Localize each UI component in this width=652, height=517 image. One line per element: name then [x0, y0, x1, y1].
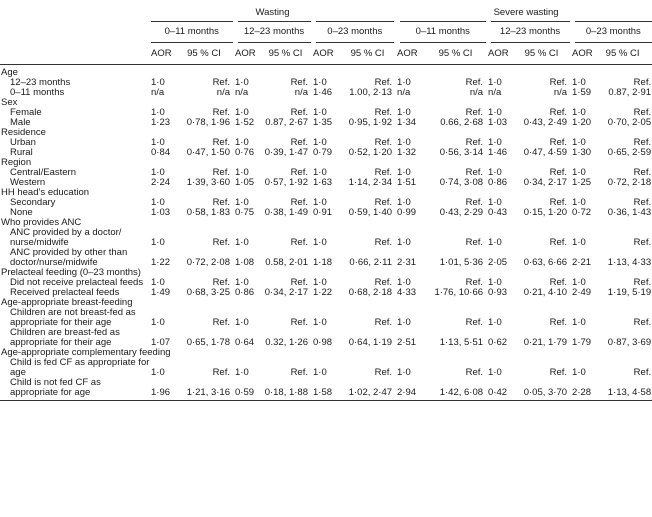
ci-value: Ref. — [633, 237, 652, 248]
ci-value: 0·52, 1·20 — [348, 147, 393, 158]
aor-value: 1·0 — [488, 197, 502, 208]
aor-value: 1·0 — [235, 77, 249, 88]
aor-value: 1·52 — [235, 117, 255, 128]
aor-value: 1·0 — [397, 107, 411, 118]
aor-value: n/a — [397, 87, 411, 98]
ci-value: 0·56, 3·14 — [439, 147, 484, 158]
ci-value: 1·42, 6·08 — [423, 378, 488, 401]
ci-value: Ref. — [290, 167, 308, 178]
aor-header: AOR — [488, 43, 511, 65]
aor-table — [0, 4, 652, 401]
aor-value: 1·46 — [488, 147, 508, 158]
category-label: Sex — [1, 97, 18, 108]
aor-header: AOR — [572, 43, 593, 65]
table-row — [0, 358, 652, 378]
aor-value: 1·0 — [151, 237, 165, 248]
table-row — [0, 208, 652, 218]
aor-value: 0·43 — [488, 207, 508, 218]
aor-value: 2·28 — [572, 378, 593, 401]
aor-header: AOR — [313, 43, 338, 65]
aor-value: 1·0 — [235, 277, 249, 288]
row-label: Western — [10, 177, 46, 188]
aor-value: 1·79 — [572, 337, 592, 348]
aor-value: 1·0 — [151, 277, 165, 288]
row-label: ANC provided by other than doctor/nurse/midwife — [10, 247, 128, 268]
header-row-age — [0, 22, 652, 43]
ci-value: 1·14, 2·34 — [348, 177, 393, 188]
ci-value: Ref. — [290, 367, 308, 378]
aor-value: 1·0 — [397, 317, 411, 328]
ci-value: Ref. — [465, 137, 484, 148]
aor-value: 0·93 — [488, 287, 508, 298]
aor-value: 1·0 — [235, 237, 249, 248]
header-row-stats — [0, 43, 652, 65]
ci-value: 0·74, 3·08 — [439, 177, 484, 188]
row-label: Central/Eastern — [10, 167, 77, 178]
row-label: Child is not fed CF as appropriate for age — [0, 378, 151, 401]
aor-value: 2·31 — [397, 257, 417, 268]
ci-value: n/a — [469, 87, 484, 98]
aor-header: AOR — [235, 43, 258, 65]
aor-value: 1·0 — [397, 197, 411, 208]
ci-value: 0·34, 2·17 — [523, 177, 568, 188]
aor-value: 0·76 — [235, 147, 255, 158]
aor-value: 1·0 — [151, 107, 165, 118]
aor-value: 4·33 — [397, 287, 417, 298]
category-label: Age-appropriate complementary feeding — [1, 347, 171, 358]
ci-value: Ref. — [465, 237, 484, 248]
ci-value: Ref. — [374, 277, 393, 288]
ci-value: 0·72, 2·18 — [607, 177, 652, 188]
aor-value: 1·0 — [572, 107, 586, 118]
category-label: HH head’s education — [1, 187, 90, 198]
aor-value: 0·72 — [572, 207, 592, 218]
ci-value: 0·43, 2·49 — [523, 117, 568, 128]
aor-value: 1·0 — [488, 317, 502, 328]
age-group-header: 0–11 months — [397, 22, 488, 43]
aor-value: 1·18 — [313, 257, 333, 268]
aor-value: n/a — [488, 87, 502, 98]
ci-value: Ref. — [212, 367, 230, 378]
row-label: Child is fed CF as appropriate for age — [10, 357, 150, 378]
ci-value: Ref. — [549, 167, 568, 178]
aor-value: 1·0 — [488, 367, 502, 378]
ci-header: 95 % CI — [593, 43, 652, 65]
ci-value: Ref. — [549, 77, 568, 88]
ci-value: 0·72, 2·08 — [186, 257, 230, 268]
ci-value: Ref. — [549, 367, 568, 378]
aor-value: 1·03 — [488, 117, 508, 128]
table-row — [0, 118, 652, 128]
aor-value: 1·46 — [313, 87, 333, 98]
ci-value: Ref. — [212, 197, 230, 208]
aor-value: 1·0 — [235, 137, 249, 148]
aor-value: 1·32 — [397, 147, 417, 158]
aor-value: 1·0 — [313, 107, 327, 118]
ci-value: Ref. — [290, 277, 308, 288]
ci-value: Ref. — [549, 137, 568, 148]
ci-value: Ref. — [633, 107, 652, 118]
aor-value: 1·0 — [313, 197, 327, 208]
aor-value: 0·79 — [313, 147, 333, 158]
aor-value: 1·0 — [235, 197, 249, 208]
aor-value: 2·51 — [397, 337, 417, 348]
aor-value: 1·0 — [313, 277, 327, 288]
aor-value: 1·0 — [572, 167, 586, 178]
ci-value: 1·13, 5·51 — [439, 337, 484, 348]
ci-value: Ref. — [633, 317, 652, 328]
aor-header: AOR — [151, 43, 173, 65]
ci-value: Ref. — [374, 197, 393, 208]
table-body — [0, 4, 652, 401]
aor-value: 1·0 — [397, 167, 411, 178]
ci-value: 0.58, 2·01 — [265, 257, 308, 268]
ci-value: 0.66, 2·68 — [440, 117, 484, 128]
aor-value: n/a — [235, 87, 249, 98]
aor-value: 2·49 — [572, 287, 592, 298]
ci-value: 0·68, 3·25 — [186, 287, 230, 298]
ci-value: Ref. — [633, 137, 652, 148]
aor-value: 1·0 — [572, 197, 586, 208]
aor-value: 1·96 — [151, 378, 173, 401]
ci-value: 0.87, 2·67 — [265, 117, 308, 128]
aor-value: 1·63 — [313, 177, 333, 188]
ci-value: Ref. — [374, 237, 393, 248]
aor-value: 1·34 — [397, 117, 417, 128]
ci-value: Ref. — [549, 317, 568, 328]
aor-value: 2·24 — [151, 177, 171, 188]
ci-value: Ref. — [290, 107, 308, 118]
ci-value: 1·01, 5·36 — [439, 257, 484, 268]
ci-value: 0·47, 4·59 — [523, 147, 568, 158]
aor-value: 1·0 — [235, 107, 249, 118]
ci-value: Ref. — [212, 167, 230, 178]
ci-value: Ref. — [212, 77, 230, 88]
aor-value: 1·0 — [488, 77, 502, 88]
aor-value: 1·0 — [397, 77, 411, 88]
aor-value: 1·0 — [488, 167, 502, 178]
aor-value: 1·0 — [313, 237, 327, 248]
ci-value: n/a — [553, 87, 568, 98]
aor-value: 1·0 — [572, 77, 586, 88]
ci-value: 0·63, 6·66 — [523, 257, 568, 268]
ci-value: Ref. — [549, 197, 568, 208]
row-label: Urban — [10, 137, 36, 148]
ci-value: 0·39, 1·47 — [264, 147, 308, 158]
ci-header: 95 % CI — [338, 43, 397, 65]
ci-value: 1·39, 3·60 — [186, 177, 230, 188]
ci-value: Ref. — [212, 137, 230, 148]
aor-value: 1·0 — [151, 197, 165, 208]
aor-value: 0·59 — [235, 378, 258, 401]
ci-value: Ref. — [290, 137, 308, 148]
ci-value: 0·95, 1·92 — [348, 117, 393, 128]
row-label: Female — [10, 107, 42, 118]
ci-value: Ref. — [549, 107, 568, 118]
ci-value: 0·64, 1·19 — [348, 337, 393, 348]
ci-value: 0·65, 2·59 — [607, 147, 652, 158]
ci-value: 0.87, 2·91 — [608, 87, 652, 98]
aor-value: 2·21 — [572, 257, 592, 268]
ci-value: 0·36, 1·43 — [607, 207, 652, 218]
row-label: 0–11 months — [10, 87, 65, 98]
aor-value: 1·08 — [235, 257, 255, 268]
aor-value: 1·0 — [397, 237, 411, 248]
ci-value: 0·58, 1·83 — [186, 207, 230, 218]
ci-value: 0·59, 1·40 — [348, 207, 393, 218]
ci-value: 0·68, 2·18 — [348, 287, 393, 298]
aor-value: 1·0 — [235, 367, 249, 378]
ci-value: Ref. — [290, 197, 308, 208]
aor-value: 2·94 — [397, 378, 423, 401]
aor-value: 0·98 — [313, 337, 333, 348]
ci-value: 0·15, 1·20 — [523, 207, 568, 218]
row-label: ANC provided by a doctor/ nurse/midwife — [10, 227, 122, 248]
aor-value: 1·0 — [151, 367, 165, 378]
row-label: Received prelacteal feeds — [10, 287, 120, 298]
ci-value: Ref. — [212, 317, 230, 328]
age-group-header: 12–23 months — [235, 22, 313, 43]
ci-value: Ref. — [374, 107, 393, 118]
table-row — [0, 378, 652, 401]
aor-value: 1·25 — [572, 177, 592, 188]
ci-value: Ref. — [374, 367, 393, 378]
aor-value: 1·0 — [151, 317, 165, 328]
ci-value: 0·87, 3·69 — [607, 337, 652, 348]
ci-value: 0·78, 1·96 — [186, 117, 230, 128]
ci-value: 0·66, 2·11 — [349, 257, 393, 268]
aor-value: 1·0 — [572, 237, 586, 248]
ci-value: 1·13, 4·58 — [593, 378, 652, 401]
row-label: Secondary — [10, 197, 56, 208]
aor-value: 0·75 — [235, 207, 255, 218]
aor-value: 1·58 — [313, 378, 338, 401]
ci-header: 95 % CI — [423, 43, 488, 65]
ci-value: n/a — [216, 87, 230, 98]
ci-value: 0·34, 2·17 — [264, 287, 308, 298]
ci-value: Ref. — [212, 237, 230, 248]
row-label: Rural — [10, 147, 33, 158]
aor-value: 1·0 — [488, 137, 502, 148]
aor-value: 1·0 — [488, 277, 502, 288]
aor-value: 1·0 — [313, 317, 327, 328]
ci-value: 0·38, 1·49 — [264, 207, 308, 218]
aor-value: 0·84 — [151, 147, 171, 158]
ci-value: 0·21, 4·10 — [523, 287, 568, 298]
category-label: Who provides ANC — [1, 217, 82, 228]
table-row — [0, 308, 652, 328]
ci-value: 0·47, 1·50 — [186, 147, 230, 158]
aor-value: 1·35 — [313, 117, 333, 128]
aor-value: 1·0 — [572, 317, 586, 328]
aor-value: 1·0 — [235, 317, 249, 328]
aor-value: 1·0 — [397, 137, 411, 148]
ci-value: Ref. — [290, 237, 308, 248]
ci-header: 95 % CI — [173, 43, 235, 65]
aor-value: 0·62 — [488, 337, 508, 348]
aor-value: 1·23 — [151, 117, 171, 128]
aor-value: 1·03 — [151, 207, 171, 218]
aor-value: 1·22 — [151, 257, 171, 268]
table-row — [0, 148, 652, 158]
row-label: Children are not breast-fed as appropriate for their age — [10, 307, 136, 328]
row-label: Did not receive prelacteal feeds — [10, 277, 144, 288]
aor-header: AOR — [397, 43, 423, 65]
ci-value: 1·21, 3·16 — [173, 378, 235, 401]
ci-value: Ref. — [633, 167, 652, 178]
ci-value: Ref. — [465, 367, 484, 378]
ci-value: n/a — [294, 87, 308, 98]
aor-value: 1·51 — [397, 177, 417, 188]
category-label: Region — [1, 157, 32, 168]
category-label: Residence — [1, 127, 46, 138]
table-row — [0, 178, 652, 188]
aor-value: 0·42 — [488, 378, 511, 401]
ci-value: 0·18, 1·88 — [258, 378, 313, 401]
ci-value: Ref. — [549, 277, 568, 288]
severe-wasting-header: Severe wasting — [397, 4, 652, 22]
age-group-header: 12–23 months — [488, 22, 572, 43]
table-row — [0, 248, 652, 268]
wasting-header: Wasting — [151, 4, 397, 22]
aor-value: 0·64 — [235, 337, 255, 348]
aor-value: 2·05 — [488, 257, 508, 268]
ci-value: Ref. — [212, 107, 230, 118]
ci-value: 0·43, 2·29 — [439, 207, 484, 218]
ci-value: 0.32, 1·26 — [265, 337, 308, 348]
ci-value: 1·13, 4·33 — [607, 257, 652, 268]
aor-value: 1·0 — [572, 367, 586, 378]
category-label: Age-appropriate breast-feeding — [1, 297, 133, 308]
age-group-header: 0–23 months — [572, 22, 652, 43]
ci-value: Ref. — [212, 277, 230, 288]
ci-value: Ref. — [465, 77, 484, 88]
aor-value: 0·99 — [397, 207, 417, 218]
aor-value: 0·86 — [235, 287, 255, 298]
aor-value: 1·59 — [572, 87, 592, 98]
aor-value: 1·20 — [572, 117, 592, 128]
ci-value: Ref. — [549, 237, 568, 248]
aor-value: 1·0 — [488, 237, 502, 248]
ci-header: 95 % CI — [511, 43, 572, 65]
ci-value: Ref. — [290, 77, 308, 88]
aor-value: 1·0 — [313, 137, 327, 148]
aor-value: 1·05 — [235, 177, 255, 188]
ci-value: 0·05, 3·70 — [511, 378, 572, 401]
aor-value: 1·0 — [235, 167, 249, 178]
aor-value: 1·0 — [572, 277, 586, 288]
aor-value: 1·0 — [151, 167, 165, 178]
ci-value: Ref. — [290, 317, 308, 328]
aor-value: 1·0 — [151, 137, 165, 148]
table-row — [0, 88, 652, 98]
aor-value: 0·86 — [488, 177, 508, 188]
aor-value: 1·0 — [151, 77, 165, 88]
ci-header: 95 % CI — [258, 43, 313, 65]
ci-value: Ref. — [374, 317, 393, 328]
aor-value: 1·0 — [313, 367, 327, 378]
ci-value: Ref. — [374, 77, 393, 88]
ci-value: Ref. — [633, 277, 652, 288]
ci-value: Ref. — [465, 277, 484, 288]
ci-value: Ref. — [374, 167, 393, 178]
ci-value: Ref. — [465, 317, 484, 328]
age-group-header: 0–11 months — [151, 22, 235, 43]
ci-value: Ref. — [465, 107, 484, 118]
table-row — [0, 228, 652, 248]
aor-value: 1·0 — [397, 367, 411, 378]
category-label: Age — [1, 67, 18, 78]
ci-value: Ref. — [633, 77, 652, 88]
aor-value: 1·0 — [313, 77, 327, 88]
ci-value: Ref. — [465, 197, 484, 208]
row-label: Children are breast-fed as appropriate for their age — [10, 327, 120, 348]
ci-value: Ref. — [633, 197, 652, 208]
ci-value: 1.00, 2·13 — [349, 87, 393, 98]
aor-value: 1·0 — [397, 277, 411, 288]
aor-value: 0·91 — [313, 207, 333, 218]
row-label: Male — [10, 117, 31, 128]
aor-value: 1·0 — [488, 107, 502, 118]
ci-value: Ref. — [633, 367, 652, 378]
ci-value: 0·65, 1·78 — [186, 337, 230, 348]
aor-value: 1·0 — [313, 167, 327, 178]
ci-value: Ref. — [465, 167, 484, 178]
ci-value: 0·70, 2·05 — [607, 117, 652, 128]
aor-value: 1·30 — [572, 147, 592, 158]
ci-value: Ref. — [374, 137, 393, 148]
ci-value: 0·21, 1·79 — [523, 337, 568, 348]
aor-value: 1·0 — [572, 137, 586, 148]
row-label: 12–23 months — [10, 77, 71, 88]
ci-value: 1·02, 2·47 — [338, 378, 397, 401]
ci-value: 1·76, 10·66 — [434, 287, 484, 298]
aor-value: 1·22 — [313, 287, 333, 298]
table-row — [0, 328, 652, 348]
aor-value: n/a — [151, 87, 165, 98]
ci-value: 0·57, 1·92 — [264, 177, 308, 188]
ci-value: 1·19, 5·19 — [607, 287, 652, 298]
row-label: None — [10, 207, 33, 218]
aor-value: 1·49 — [151, 287, 171, 298]
category-label: Prelacteal feeding (0–23 months) — [1, 267, 141, 278]
aor-value: 1·07 — [151, 337, 171, 348]
age-group-header: 0–23 months — [313, 22, 397, 43]
header-row-outcome — [0, 4, 652, 22]
